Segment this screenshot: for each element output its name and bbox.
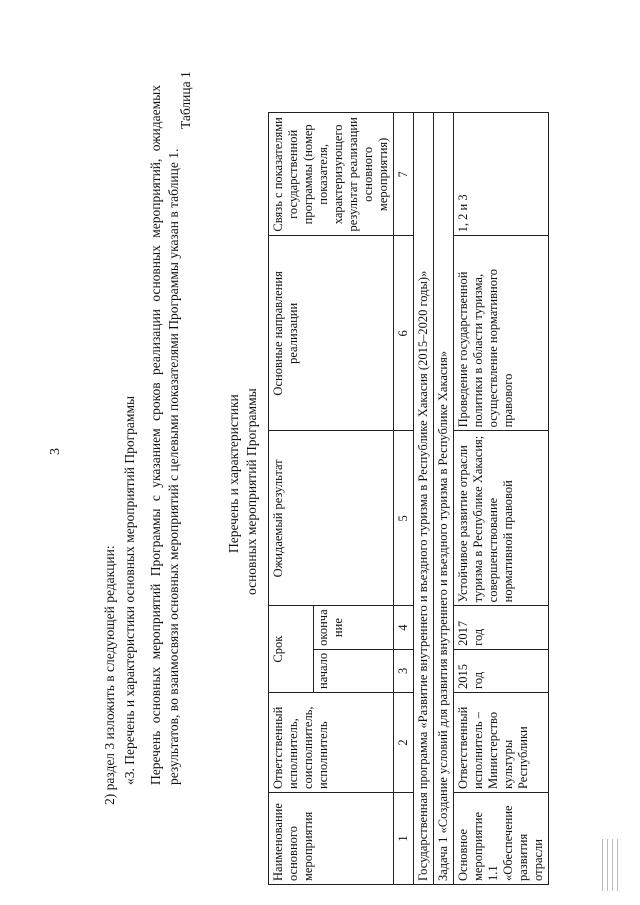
column-number: 2 (394, 693, 414, 793)
column-number: 4 (394, 606, 414, 649)
cell-indicators: 1, 2 и 3 (454, 113, 549, 236)
header-directions: Основные направления реализации (269, 236, 394, 431)
program-title: Государственная программа «Развитие внутреннего и въездного туризма в Республике Хакасия (2015–2020 годы)» (414, 113, 434, 885)
header-start: начало (314, 649, 394, 692)
section-title: «3. Перечень и характеристики основных мероприятий Программы (122, 395, 137, 785)
column-number: 7 (394, 113, 414, 236)
header-name: Наименование основного мероприятия (269, 793, 394, 885)
cell-measure: Основное мероприятие 1.1 «Обеспечение развития отрасли (454, 793, 549, 885)
header-term: Срок (269, 606, 314, 693)
task-row (434, 113, 454, 885)
page-number: 3 (48, 448, 63, 455)
column-numbers-row (394, 113, 414, 885)
cell-result: Устойчивое развитие отрасли туризма в Республике Хакасия; совершенствование нормативной правовой (454, 431, 549, 606)
column-number: 3 (394, 649, 414, 692)
column-number: 5 (394, 431, 414, 606)
table-title-line-1: Перечень и характеристики (226, 394, 241, 553)
faint-stamp (598, 839, 632, 891)
header-result: Ожидаемый результат (269, 431, 394, 606)
column-number: 6 (394, 236, 414, 431)
table-header-row (269, 113, 314, 885)
cell-start: 2015 год (454, 649, 549, 692)
measures-table (268, 112, 549, 885)
table-number: Таблица 1 (178, 71, 193, 129)
table-row (454, 113, 549, 885)
cell-end: 2017 год (454, 606, 549, 649)
table-title-line-2: основных мероприятий Программы (244, 388, 259, 595)
header-executor: Ответственный исполнитель, соисполнитель, исполнитель (269, 693, 394, 793)
program-row (414, 113, 434, 885)
column-number: 1 (394, 793, 414, 885)
task-title: Задача 1 «Создание условий для развития внутреннего и въездного туризма в Республике Хакасия» (434, 113, 454, 885)
header-indicators: Связь с показателями государственной программы (номер показателя, характеризующего результат реализации основного мероприятия) (269, 113, 394, 236)
section-paragraph: Перечень основных мероприятий Программы с указанием сроков реализации основных мероприятий, ожидаемых результатов, во взаимосвязи основных мероприятий с целевыми показателями Программы указан в таблице 1. (148, 85, 181, 785)
amendment-intro: 2) раздел 3 изложить в следующей редакции: (102, 545, 117, 805)
cell-executor: Ответственный исполнитель – Министерство культуры Республики (454, 693, 549, 793)
cell-directions: Проведение государственной политики в области туризма, осуществление нормативного правового (454, 236, 549, 431)
header-end: оконча ние (314, 606, 394, 649)
